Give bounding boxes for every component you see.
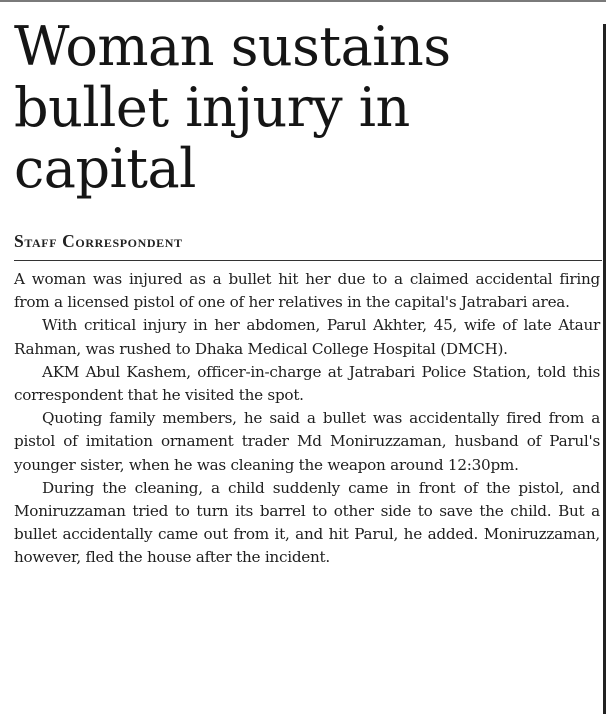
article-paragraph: During the cleaning, a child suddenly came in front of the pistol, and Moniruzzaman tried to turn its barrel to other side to save the child. But a bullet accidentally came out from it, and hit Parul, he added. Moniruzzaman, however, fled the house after the incident. bbox=[14, 478, 600, 567]
headline: Woman sustains bullet injury in capital bbox=[14, 15, 451, 200]
article-body bbox=[14, 268, 600, 570]
article-paragraph: AKM Abul Kashem, officer-in-charge at Jatrabari Police Station, told this correspondent that he visited the spot. bbox=[14, 362, 600, 405]
byline-divider bbox=[14, 260, 602, 261]
byline-text: Staff Correspondent bbox=[14, 231, 183, 251]
article-paragraph: Quoting family members, he said a bullet was accidentally fired from a pistol of imitation ornament trader Md Moniruzzaman, husband of Parul's younger sister, when he was cleaning the weapon around 12:30pm. bbox=[14, 409, 600, 474]
column-rule bbox=[603, 24, 606, 714]
article-paragraph: With critical injury in her abdomen, Parul Akhter, 45, wife of late Ataur Rahman, was rushed to Dhaka Medical College Hospital (DMCH). bbox=[14, 316, 600, 358]
article-paragraph: A woman was injured as a bullet hit her due to a claimed accidental firing from a licensed pistol of one of her relatives in the capital's Jatrabari area. bbox=[14, 270, 600, 312]
top-border-rule bbox=[0, 0, 606, 2]
byline bbox=[14, 231, 183, 252]
